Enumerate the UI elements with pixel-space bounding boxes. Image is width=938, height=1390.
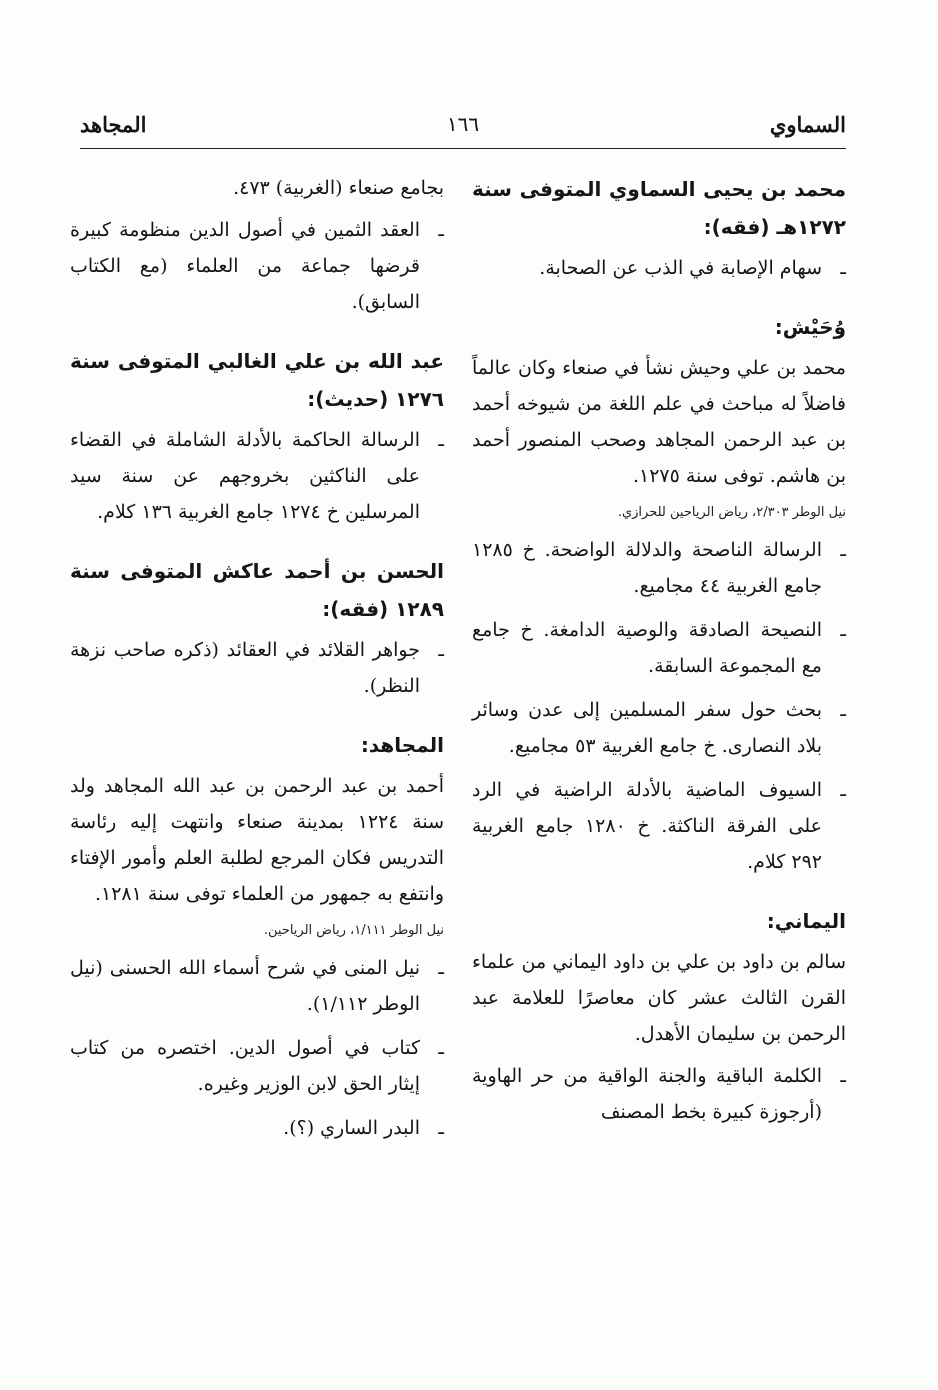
source-note: نيل الوطر ١/١١١، رياض الرياحين. <box>263 923 444 938</box>
entry-bio: سالم بن داود بن علي بن داود اليماني من علماء القرن الثالث عشر كان معاصرًا للعلامة عبد الرحمن بن سليمان الأهدل. <box>472 951 846 1045</box>
entry-heading: المجاهد: <box>360 733 444 757</box>
entry-heading: محمد بن يحيى السماوي المتوفى سنة ١٢٧٢هـ (فقه): <box>472 177 846 239</box>
source-note: نيل الوطر ٢/٣٠٣، رياض الرياحين للحرازي. <box>617 505 846 520</box>
list-item: ـ كتاب في أصول الدين. اختصره من كتاب إيثار الحق لابن الوزير وغيره. <box>70 1037 444 1095</box>
page-number: ١٦٦ <box>446 112 480 136</box>
continuation-text: بجامع صنعاء (الغربية) ٤٧٣. <box>233 177 444 199</box>
entry-heading: وُحَيْش: <box>774 315 846 339</box>
entry-heading: اليماني: <box>766 909 846 933</box>
running-header <box>80 112 846 149</box>
list-item: ـ جواهر القلائد في العقائد (ذكره صاحب نزهة النظر). <box>70 639 444 697</box>
header-left-title: المجاهد <box>80 112 147 137</box>
header-right-title: السماوي <box>769 112 846 137</box>
list-item: ـ الرسالة الناصحة والدلالة الواضحة. خ ١٢٨٥ جامع الغربية ٤٤ مجاميع. <box>472 539 846 597</box>
entry-heading: عبد الله بن علي الغالبي المتوفى سنة ١٢٧٦ (حديث): <box>70 349 444 411</box>
list-item: ـ النصيحة الصادقة والوصية الدامغة. خ جامع مع المجموعة السابقة. <box>472 619 846 677</box>
entry-heading: الحسن بن أحمد عاكش المتوفى سنة ١٢٨٩ (فقه): <box>70 559 444 621</box>
list-item: ـ بحث حول سفر المسلمين إلى عدن وسائر بلاد النصارى. خ جامع الغربية ٥٣ مجاميع. <box>472 699 846 757</box>
list-item: ـ البدر الساري (؟). <box>283 1117 444 1139</box>
list-item: ـ الكلمة الباقية والجنة الواقية من حر الهاوية (أرجوزة كبيرة بخط المصنف <box>472 1065 846 1123</box>
entry-bio: أحمد بن عبد الرحمن بن عبد الله المجاهد ولد سنة ١٢٢٤ بمدينة صنعاء وانتهت إليه رئاسة التدريس فكان المرجع لطلبة العلم وأمور الإفتاء وانتفع به جمهور من العلماء توفى سنة ١٢٨١. <box>70 775 444 905</box>
list-item: ـ الرسالة الحاكمة بالأدلة الشاملة في القضاء على الناكثين بخروجهم عن سنة سيد المرسلين خ ١٢٧٤ جامع الغربية ١٣٦ كلام. <box>70 429 444 523</box>
left-column <box>70 170 444 1154</box>
entry-bio: محمد بن علي وحيش نشأ في صنعاء وكان عالماً فاضلاً له مباحث في علم اللغة من شيوخه أحمد بن عبد الرحمن المجاهد وصحب المنصور أحمد بن هاشم. توفى سنة ١٢٧٥. <box>472 357 846 487</box>
list-item: ـ العقد الثمين في أصول الدين منظومة كبيرة قرضها جماعة من العلماء (مع الكتاب السابق). <box>70 219 444 313</box>
right-column <box>472 170 846 1138</box>
list-item: ـ نيل المنى في شرح أسماء الله الحسنى (نيل الوطر ١/١١٢). <box>70 957 444 1015</box>
list-item: ـ سهام الإصابة في الذب عن الصحابة. <box>539 257 846 279</box>
list-item: ـ السيوف الماضية بالأدلة الراضية في الرد على الفرقة الناكثة. خ ١٢٨٠ جامع الغربية ٢٩٢ كلام. <box>472 779 846 873</box>
